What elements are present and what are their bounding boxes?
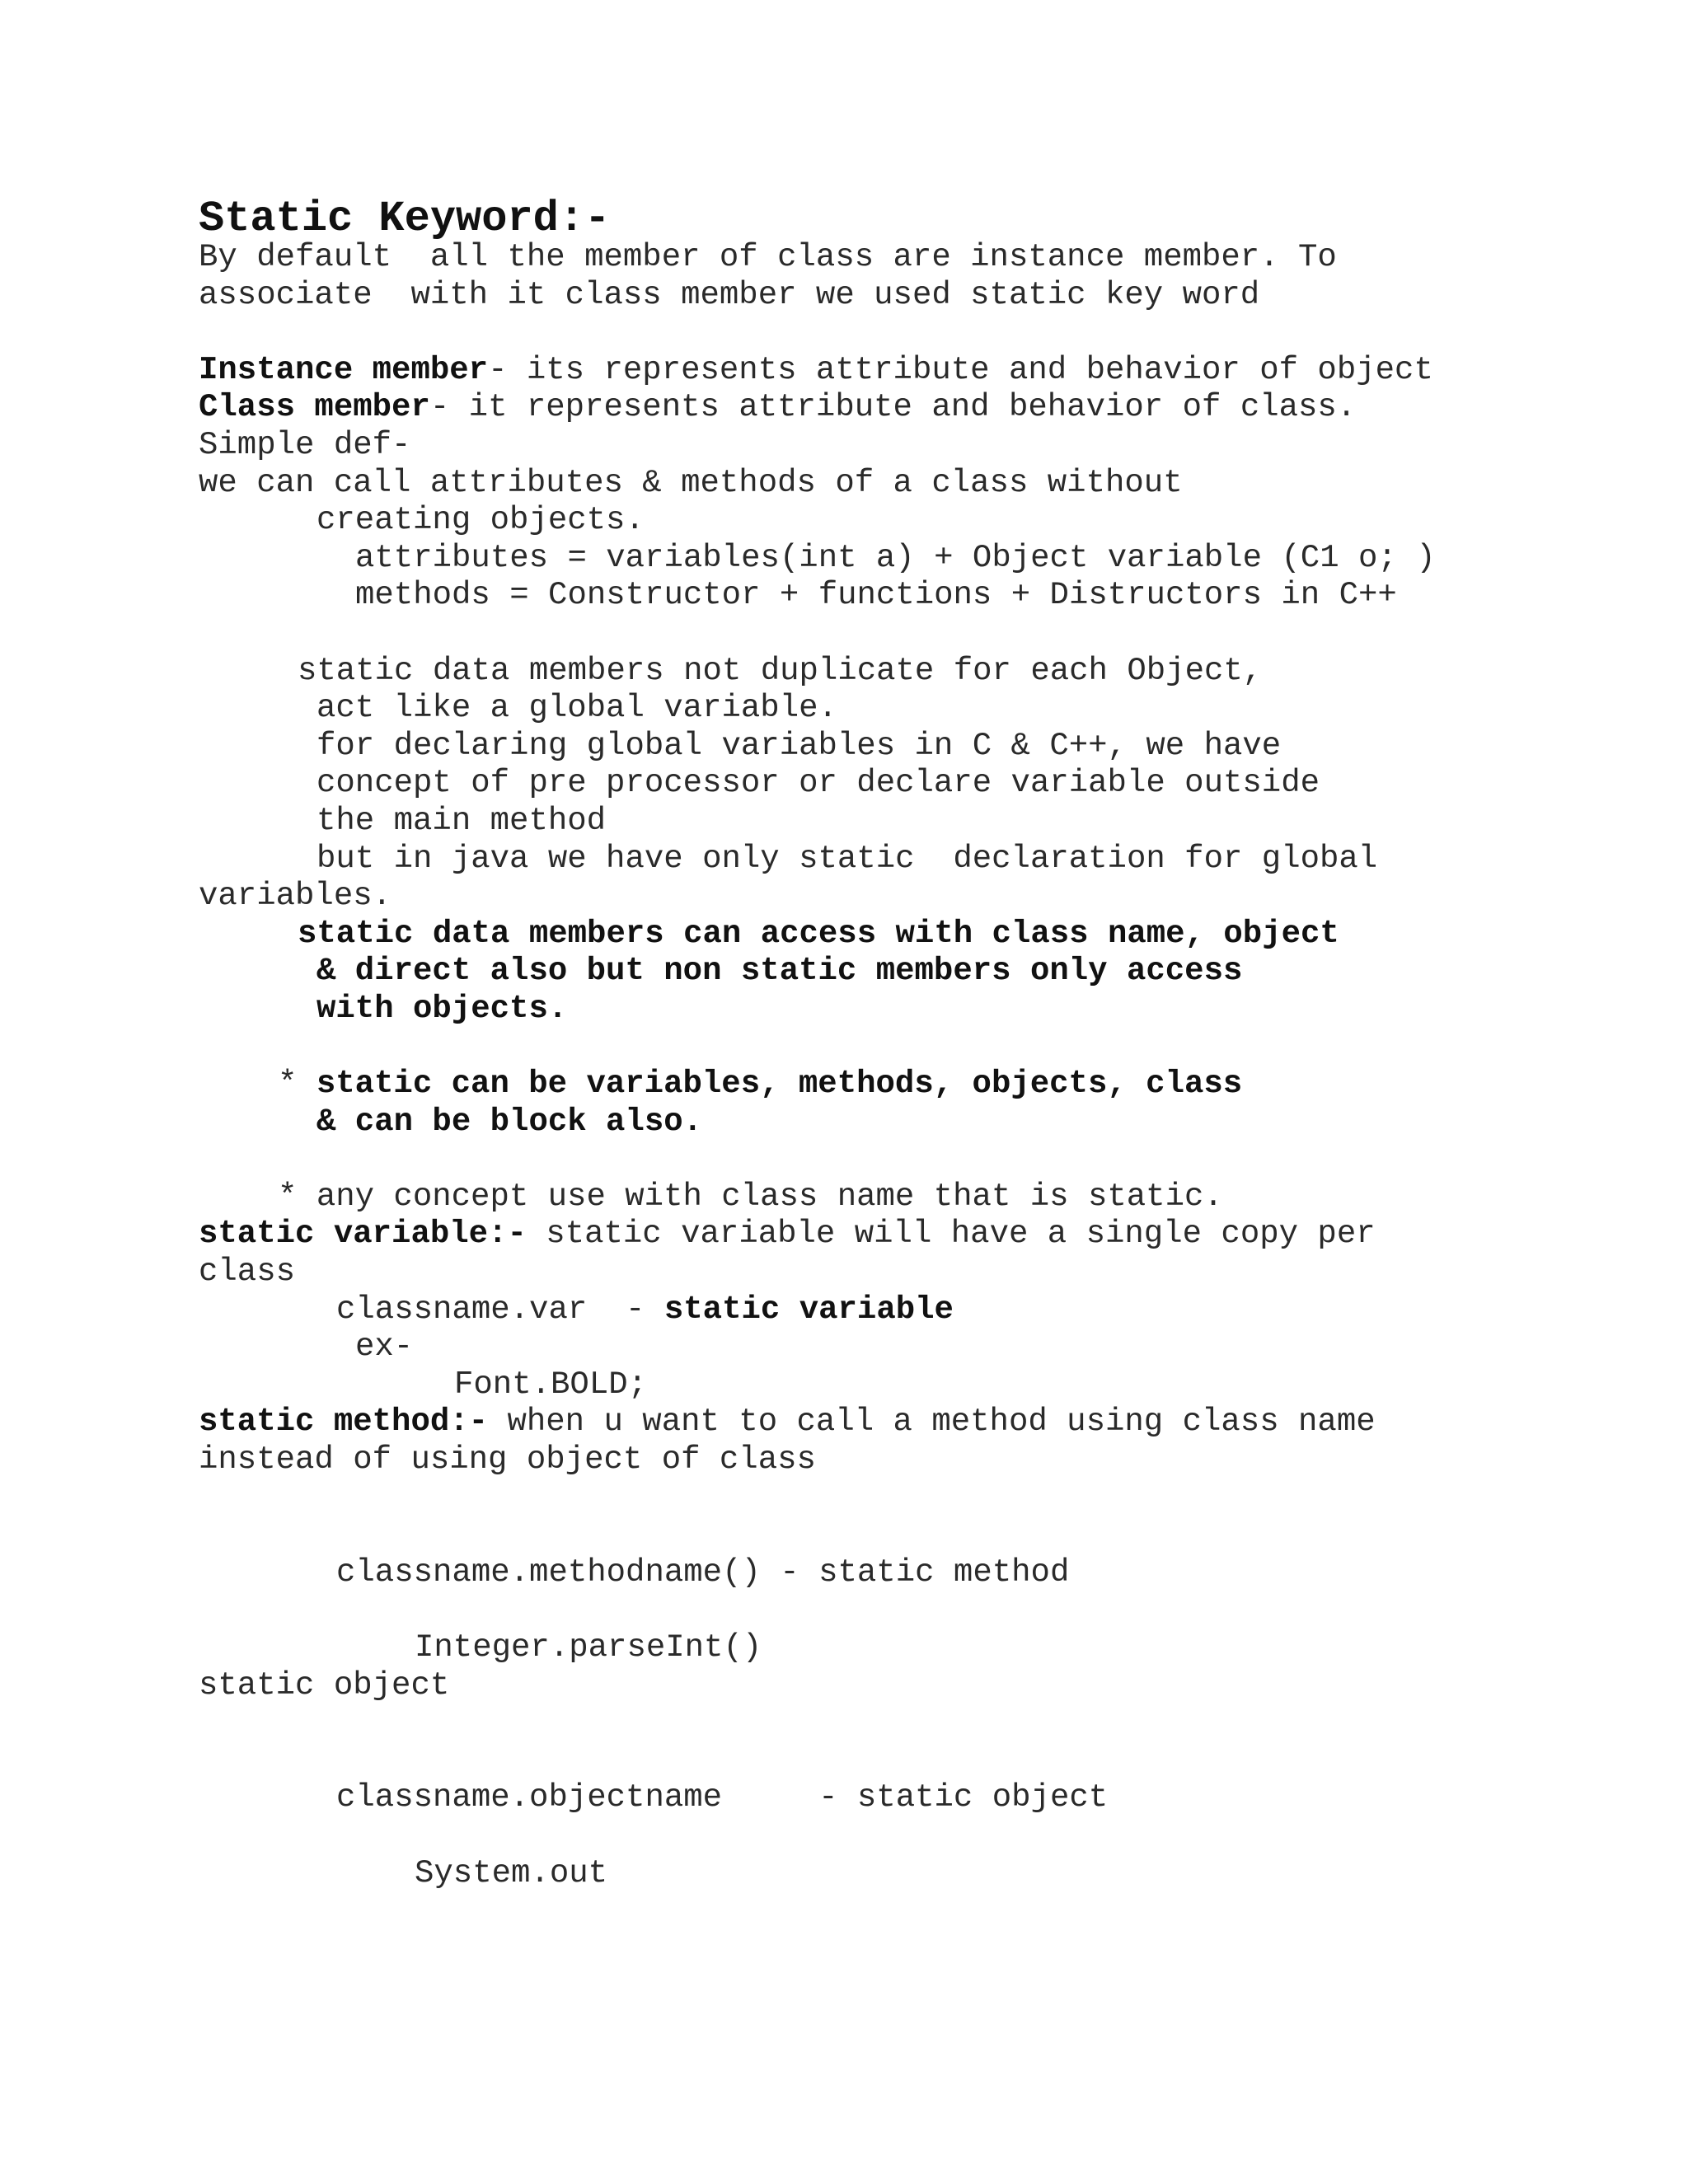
access-note-3: with objects.	[316, 990, 568, 1027]
static-method-usage: classname.methodname() - static method	[336, 1554, 1070, 1591]
blank-line	[199, 314, 1484, 352]
access-note-2: & direct also but non static members only access	[316, 953, 1243, 990]
bullet-marker: *	[278, 1178, 298, 1215]
access-note-1: static data members can access with class name, object	[298, 915, 1339, 952]
static-note-4: concept of pre processor or declare variable outside	[316, 765, 1320, 802]
blank-line	[199, 1591, 1484, 1629]
bullet-marker: *	[278, 1066, 298, 1103]
static-method-text-cont: instead of using object of class	[199, 1441, 816, 1478]
bullet-2-text: any concept use with class name that is static.	[316, 1178, 1223, 1215]
static-note-7: variables.	[199, 878, 392, 915]
static-method-example: Integer.parseInt()	[415, 1629, 762, 1666]
bullet-1-line-2: & can be block also.	[316, 1103, 703, 1140]
class-member-term: Class member	[199, 389, 430, 426]
static-object-usage: classname.objectname - static object	[336, 1779, 1109, 1816]
instance-member-term: Instance member	[199, 351, 489, 388]
static-note-2: act like a global variable.	[316, 690, 837, 727]
static-variable-term: static variable:-	[199, 1216, 527, 1253]
static-note-1: static data members not duplicate for each Object,	[298, 652, 1263, 689]
static-object-heading: static object	[199, 1666, 450, 1704]
def-line-1: we can call attributes & methods of a class without	[199, 464, 1183, 501]
bullet-1-line-1	[199, 1066, 1484, 1104]
static-note-5: the main method	[316, 802, 607, 839]
static-method-text: when u want to call a method using class name	[488, 1404, 1376, 1441]
document-body	[199, 194, 1484, 1892]
blank-line	[199, 1028, 1484, 1066]
static-variable-usage-label: static variable	[663, 1291, 954, 1328]
bullet-1-text-1: static can be variables, methods, objects, class	[316, 1066, 1243, 1103]
blank-line	[199, 1141, 1484, 1179]
def-line-2: creating objects.	[316, 502, 645, 539]
bullet-2-line	[199, 1179, 1484, 1216]
intro-line-2: associate with it class member we used static key word	[199, 276, 1260, 313]
simple-def-label: Simple def-	[199, 426, 411, 463]
static-variable-usage: classname.var -	[336, 1291, 664, 1328]
static-variable-ex: ex-	[355, 1329, 414, 1366]
static-variable-text: static variable will have a single copy per	[526, 1216, 1376, 1253]
blank-line	[199, 1704, 1484, 1742]
blank-line	[199, 615, 1484, 653]
blank-line	[199, 1516, 1484, 1554]
static-note-6: but in java we have only static declaration for global	[316, 840, 1378, 877]
static-variable-text-cont: class	[199, 1254, 296, 1291]
def-line-methods: methods = Constructor + functions + Distructors in C++	[355, 577, 1397, 614]
class-member-line	[199, 389, 1484, 427]
page-title: Static Keyword:-	[199, 194, 611, 243]
static-variable-usage-line	[199, 1291, 1484, 1329]
static-object-example: System.out	[415, 1854, 608, 1891]
blank-line	[199, 1479, 1484, 1517]
static-note-3: for declaring global variables in C & C++, we have	[316, 727, 1282, 764]
static-method-line	[199, 1404, 1484, 1441]
blank-line	[199, 1742, 1484, 1780]
intro-line-1: By default all the member of class are instance member. To	[199, 239, 1337, 275]
static-variable-example: Font.BOLD;	[454, 1366, 648, 1403]
class-member-text: - it represents attribute and behavior of class.	[429, 389, 1357, 426]
instance-member-text: - its represents attribute and behavior of object	[488, 351, 1433, 388]
def-line-attributes: attributes = variables(int a) + Object variable (C1 o; )	[355, 539, 1436, 576]
static-variable-line	[199, 1216, 1484, 1254]
static-method-term: static method:-	[199, 1404, 489, 1441]
instance-member-line	[199, 352, 1484, 390]
blank-line	[199, 1817, 1484, 1855]
